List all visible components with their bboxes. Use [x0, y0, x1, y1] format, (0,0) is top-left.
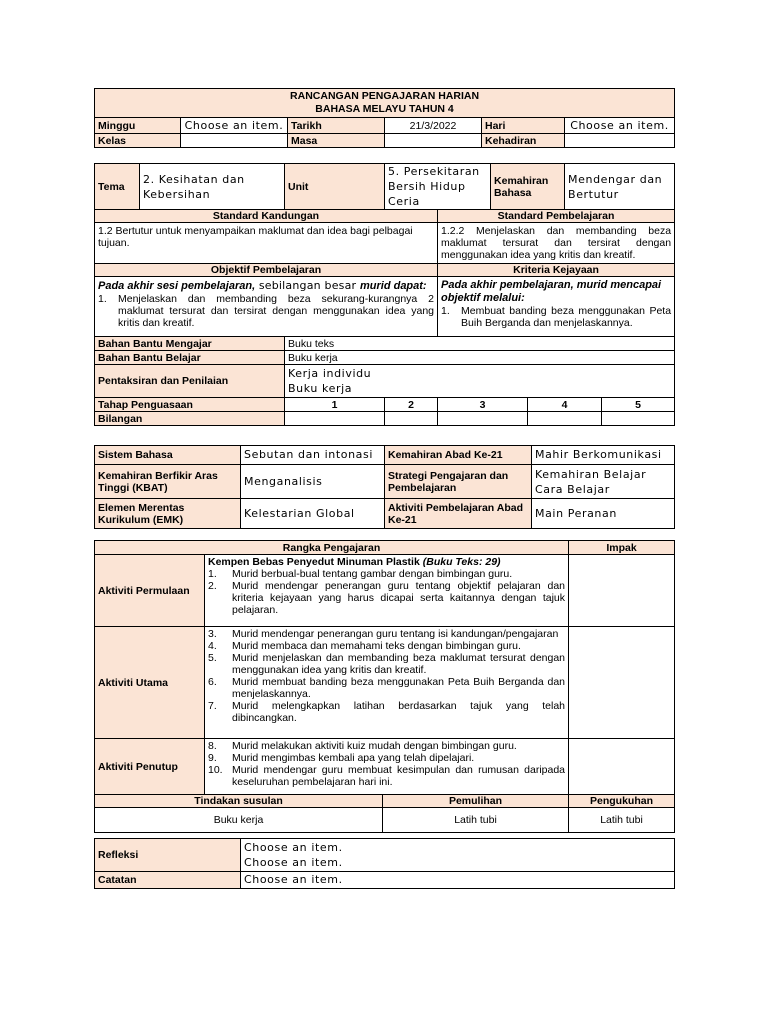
kriteria-intro: Pada akhir pembelajaran, murid mencapai objektif melalui:	[441, 279, 662, 304]
objektif-item: 1. Menjelaskan dan membanding beza sekurang-kurangnya 2 maklumat tersurat dan tersirat dengan menggunakan idea yang kritis dan kreatif.	[98, 293, 435, 329]
teaching-plan-block	[94, 540, 674, 833]
objektif-intro-b: sebilangan besar	[255, 279, 360, 292]
page-subtitle: BAHASA MELAYU TAHUN 4	[315, 103, 454, 115]
emk-label: Elemen Merentas Kurikulum (EMK)	[95, 499, 241, 529]
bbm-value: Buku teks	[285, 337, 675, 351]
bilangan-3[interactable]	[438, 412, 528, 426]
masa-field[interactable]	[385, 134, 482, 148]
kemahiran-bahasa-label: Kemahiran Bahasa	[491, 164, 565, 210]
bilangan-1[interactable]	[285, 412, 385, 426]
tindakan-susulan-header: Tindakan susulan	[95, 795, 383, 808]
pemulihan-header: Pemulihan	[383, 795, 569, 808]
tarikh-label: Tarikh	[288, 118, 385, 134]
activity-item: 2. Murid mendengar penerangan guru tentang objektif pelajaran dan kriteria kejayaan yang harus dicapai serta kaitannya dengan tajuk pelajaran.	[208, 580, 566, 616]
permulaan-content	[205, 555, 569, 627]
lesson-info-block	[94, 163, 674, 426]
minggu-label: Minggu	[95, 118, 181, 134]
activity-item: 10. Murid mendengar guru membuat kesimpulan dan rumusan daripada keseluruhan pembelajaran hari ini.	[208, 764, 566, 788]
kelas-field[interactable]	[181, 134, 288, 148]
standard-pembelajaran-value: 1.2.2 Menjelaskan dan membanding beza maklumat tersurat dan tersirat dengan menggunakan idea yang kritis dan kreatif.	[438, 223, 675, 264]
refleksi-dropdown-2[interactable]: Choose an item.	[244, 856, 343, 869]
catatan-dropdown[interactable]: Choose an item.	[241, 872, 675, 889]
pentaksiran-label: Pentaksiran dan Penilaian	[95, 365, 285, 398]
tarikh-field[interactable]: 21/3/2022	[385, 118, 482, 134]
activity-item: 1. Murid berbual-bual tentang gambar dengan bimbingan guru.	[208, 568, 513, 580]
abad-21-value: Mahir Berkomunikasi	[532, 446, 675, 465]
aktiviti-abad-21-label: Aktiviti Pembelajaran Abad Ke-21	[385, 499, 532, 529]
activity-item: 6. Murid membuat banding beza menggunakan Peta Buih Berganda dan menjelaskannya.	[208, 676, 566, 700]
bilangan-5[interactable]	[602, 412, 675, 426]
refleksi-value	[241, 839, 675, 872]
hari-label: Hari	[482, 118, 565, 134]
pemulihan-value: Latih tubi	[383, 808, 569, 833]
pengukuhan-header: Pengukuhan	[569, 795, 675, 808]
penutup-label: Aktiviti Penutup	[95, 739, 205, 795]
utama-content	[205, 627, 569, 739]
permulaan-label: Aktiviti Permulaan	[95, 555, 205, 627]
rangka-header: Rangka Pengajaran	[95, 541, 569, 555]
hari-dropdown[interactable]: Choose an item.	[565, 118, 675, 134]
bbm-label: Bahan Bantu Mengajar	[95, 337, 285, 351]
permulaan-list	[208, 568, 565, 616]
activity-item: 3. Murid mendengar penerangan guru tentang isi kandungan/pengajaran	[208, 628, 559, 640]
tahap-4: 4	[528, 398, 602, 412]
tema-label: Tema	[95, 164, 140, 210]
refleksi-label: Refleksi	[95, 839, 241, 872]
title-cell	[95, 89, 675, 118]
bbb-value: Buku kerja	[285, 351, 675, 365]
tema-value: 2. Kesihatan dan Kebersihan	[140, 164, 285, 210]
penutup-list	[208, 740, 565, 788]
kbat-label: Kemahiran Berfikir Aras Tinggi (KBAT)	[95, 465, 241, 499]
activity-item: 5. Murid menjelaskan dan membanding beza maklumat tersurat dengan menggunakan idea yang kritis dan kreatif.	[208, 652, 566, 676]
kriteria-header: Kriteria Kejayaan	[438, 264, 675, 277]
bilangan-label: Bilangan	[95, 412, 285, 426]
impak-permulaan[interactable]	[569, 555, 675, 627]
sistem-bahasa-value: Sebutan dan intonasi	[241, 446, 385, 465]
objektif-intro-a: Pada akhir sesi pembelajaran,	[98, 280, 256, 292]
unit-value: 5. Persekitaran Bersih Hidup Ceria	[385, 164, 491, 210]
pentaksiran-line-2: Buku kerja	[288, 382, 353, 395]
penutup-content	[205, 739, 569, 795]
masa-label: Masa	[288, 134, 385, 148]
strategi-value: Kemahiran Belajar Cara Belajar	[532, 465, 675, 499]
standard-pembelajaran-header: Standard Pembelajaran	[438, 210, 675, 223]
standard-kandungan-value: 1.2 Bertutur untuk menyampaikan maklumat dan idea bagi pelbagai tujuan.	[95, 223, 438, 264]
minggu-dropdown[interactable]: Choose an item.	[181, 118, 288, 134]
pengukuhan-value: Latih tubi	[569, 808, 675, 833]
tahap-1: 1	[285, 398, 385, 412]
impak-header: Impak	[569, 541, 675, 555]
unit-label: Unit	[285, 164, 385, 210]
activity-item: 7. Murid melengkapkan latihan berdasarkan tajuk yang telah dibincangkan.	[208, 700, 566, 724]
kehadiran-field[interactable]	[565, 134, 675, 148]
aktiviti-abad-21-value: Main Peranan	[532, 499, 675, 529]
standard-kandungan-header: Standard Kandungan	[95, 210, 438, 223]
bilangan-4[interactable]	[528, 412, 602, 426]
kehadiran-label: Kehadiran	[482, 134, 565, 148]
refleksi-dropdown-1[interactable]: Choose an item.	[244, 841, 343, 854]
kbat-value: Menganalisis	[241, 465, 385, 499]
activity-item: 4. Murid membaca dan memahami teks dengan bimbingan guru.	[208, 640, 521, 652]
activity-item: 9. Murid mengimbas kembali apa yang telah dipelajari.	[208, 752, 475, 764]
kelas-label: Kelas	[95, 134, 181, 148]
header-block	[94, 88, 674, 148]
page-title: RANCANGAN PENGAJARAN HARIAN	[290, 90, 480, 102]
bbb-label: Bahan Bantu Belajar	[95, 351, 285, 365]
tahap-2: 2	[385, 398, 438, 412]
permulaan-title: Kempen Bebas Penyedut Minuman Plastik (Buku Teks: 29)	[208, 556, 501, 568]
impak-penutup[interactable]	[569, 739, 675, 795]
emk-value: Kelestarian Global	[241, 499, 385, 529]
tahap-label: Tahap Penguasaan	[95, 398, 285, 412]
skills-block	[94, 445, 674, 529]
kriteria-item: 1. Membuat banding beza menggunakan Peta Buih Berganda dan menjelaskannya.	[441, 305, 672, 329]
activity-item: 8. Murid melakukan aktiviti kuiz mudah dengan bimbingan guru.	[208, 740, 517, 752]
kriteria-content	[438, 277, 675, 337]
objektif-content	[95, 277, 438, 337]
impak-utama[interactable]	[569, 627, 675, 739]
abad-21-label: Kemahiran Abad Ke-21	[385, 446, 532, 465]
bilangan-2[interactable]	[385, 412, 438, 426]
objektif-intro-c: murid dapat:	[359, 280, 427, 292]
tahap-5: 5	[602, 398, 675, 412]
strategi-label: Strategi Pengajaran dan Pembelajaran	[385, 465, 532, 499]
kemahiran-bahasa-value: Mendengar dan Bertutur	[565, 164, 675, 210]
utama-label: Aktiviti Utama	[95, 627, 205, 739]
pentaksiran-line-1: Kerja individu	[288, 367, 372, 380]
pentaksiran-value	[285, 365, 675, 398]
tahap-3: 3	[438, 398, 528, 412]
tindakan-susulan-value: Buku kerja	[95, 808, 383, 833]
objektif-header: Objektif Pembelajaran	[95, 264, 438, 277]
utama-list	[208, 628, 565, 724]
catatan-label: Catatan	[95, 872, 241, 889]
reflection-block	[94, 838, 674, 889]
sistem-bahasa-label: Sistem Bahasa	[95, 446, 241, 465]
